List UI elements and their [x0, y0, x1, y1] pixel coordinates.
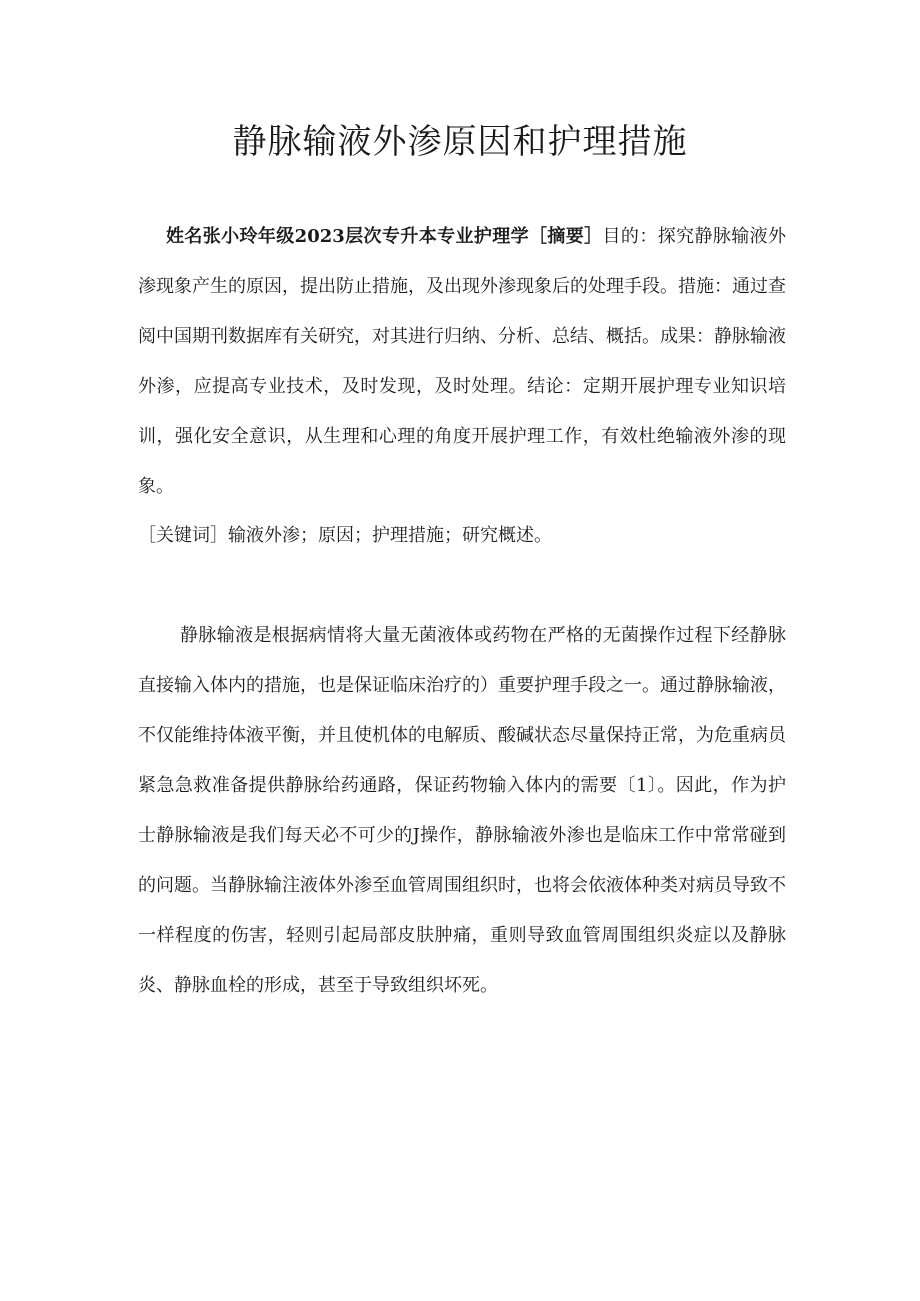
author-meta: 姓名张小玲年级2023层次专升本专业护理学［摘要］ [166, 226, 603, 247]
abstract-text: 目的：探究静脉输液外渗现象产生的原因，提出防止措施，及出现外渗现象后的处理手段。措施：通过查阅中国期刊数据库有关研究，对其进行归纳、分析、总结、概括。成果：静脉输液外渗，应提高专业技术，及时发现，及时处理。结论：定期开展护理专业知识培训，强化安全意识，从生理和心理的角度开展护理工作，有效杜绝输液外渗的现象。 [138, 226, 786, 497]
body-paragraph: 静脉输液是根据病情将大量无菌液体或药物在严格的无菌操作过程下经静脉直接输入体内的措施，也是保证临床治疗的）重要护理手段之一。通过静脉输液，不仅能维持体液平衡，并且使机体的电解质、酸碱状态尽量保持正常，为危重病员紧急急救准备提供静脉给药通路，保证药物输入体内的需要〔1〕。因此，作为护士静脉输液是我们每天必不可少的J操作，静脉输液外渗也是临床工作中常常碰到的问题。当静脉输注液体外渗至血管周围组织时，也将会依液体种类对病员导致不一样程度的伤害，轻则引起局部皮肤肿痛，重则导致血管周围组织炎症以及静脉炎、静脉血栓的形成，甚至于导致组织坏死。 [138, 625, 786, 996]
document-title: 静脉输液外渗原因和护理措施 [232, 122, 688, 162]
abstract-paragraph [138, 212, 786, 512]
keywords-line: ［关键词］输液外渗；原因；护理措施；研究概述。 [138, 525, 552, 546]
